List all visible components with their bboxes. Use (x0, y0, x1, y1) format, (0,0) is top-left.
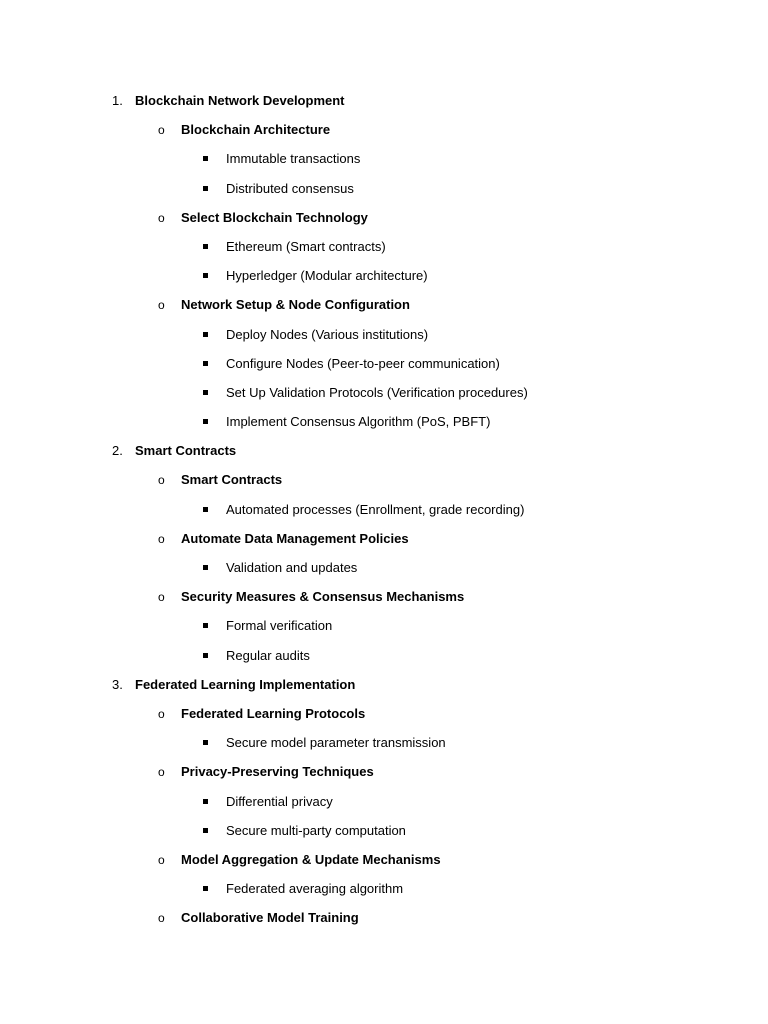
circle-bullet-icon: o (158, 911, 165, 926)
list-number: 3. (112, 676, 123, 692)
section-item (0, 91, 768, 120)
list-item-text: Secure model parameter transmission (226, 735, 446, 751)
square-bullet-icon (203, 799, 208, 804)
subsection-heading: Automate Data Management Policies (181, 530, 409, 546)
subsection-item (0, 470, 768, 499)
square-bullet-icon (203, 390, 208, 395)
subsection-heading: Blockchain Architecture (181, 122, 331, 138)
list-item-text: Implement Consensus Algorithm (PoS, PBFT) (226, 414, 491, 430)
list-item (0, 879, 768, 908)
list-item (0, 792, 768, 821)
list-item (0, 179, 768, 208)
subsection-heading: Security Measures & Consensus Mechanisms (181, 589, 465, 605)
list-item-text: Validation and updates (226, 560, 358, 575)
list-item-text: Formal verification (226, 618, 333, 634)
square-bullet-icon (203, 244, 208, 249)
section-item (0, 441, 768, 470)
section-heading: Smart Contracts (135, 443, 237, 459)
subsection-heading: Network Setup & Node Configuration (181, 297, 410, 313)
list-item (0, 616, 768, 645)
list-item-text: Federated averaging algorithm (226, 881, 404, 897)
section-heading: Federated Learning Implementation (135, 676, 356, 692)
outline-list (0, 91, 768, 937)
square-bullet-icon (203, 156, 208, 161)
circle-bullet-icon: o (158, 765, 165, 780)
list-item (0, 821, 768, 850)
circle-bullet-icon: o (158, 210, 165, 225)
section-item (0, 675, 768, 704)
list-item-text: Deploy Nodes (Various institutions) (226, 326, 429, 342)
subsection-heading: Federated Learning Protocols (181, 705, 366, 721)
subsection-item (0, 908, 768, 937)
subsection-heading: Privacy-Preserving Techniques (181, 764, 374, 780)
list-item-text: Secure multi-party computation (226, 822, 406, 838)
subsection-item (0, 762, 768, 791)
square-bullet-icon (203, 653, 208, 658)
list-item-text: Set Up Validation Protocols (Verification procedures) (226, 384, 528, 400)
square-bullet-icon (203, 886, 208, 891)
square-bullet-icon (203, 361, 208, 366)
list-item-text: Regular audits (226, 647, 310, 663)
list-item-text: Automated processes (Enrollment, grade recording) (226, 501, 525, 517)
square-bullet-icon (203, 565, 208, 570)
list-item (0, 646, 768, 675)
subsection-item (0, 529, 768, 558)
subsection-item (0, 704, 768, 733)
list-item (0, 325, 768, 354)
square-bullet-icon (203, 419, 208, 424)
circle-bullet-icon: o (158, 590, 165, 605)
subsection-heading: Smart Contracts (181, 472, 283, 488)
list-item-text: Distributed consensus (226, 180, 354, 196)
circle-bullet-icon: o (158, 473, 165, 488)
square-bullet-icon (203, 828, 208, 833)
subsection-item (0, 295, 768, 324)
square-bullet-icon (203, 507, 208, 512)
list-number: 2. (112, 443, 123, 459)
subsection-heading: Select Blockchain Technology (181, 209, 368, 225)
subsection-heading: Model Aggregation & Update Mechanisms (181, 851, 441, 867)
subsection-heading: Collaborative Model Training (181, 910, 359, 926)
circle-bullet-icon: o (158, 123, 165, 138)
list-item-text: Immutable transactions (226, 151, 361, 167)
square-bullet-icon (203, 186, 208, 191)
list-item (0, 412, 768, 441)
list-item (0, 237, 768, 266)
circle-bullet-icon: o (158, 531, 165, 546)
subsection-item (0, 208, 768, 237)
square-bullet-icon (203, 273, 208, 278)
circle-bullet-icon: o (158, 706, 165, 721)
list-item-text: Differential privacy (226, 793, 333, 809)
subsection-item (0, 850, 768, 879)
circle-bullet-icon: o (158, 852, 165, 867)
circle-bullet-icon: o (158, 298, 165, 313)
subsection-item (0, 120, 768, 149)
list-item-text: Ethereum (Smart contracts) (226, 238, 386, 254)
list-number: 1. (112, 93, 123, 108)
list-item (0, 266, 768, 295)
square-bullet-icon (203, 740, 208, 745)
list-item-text: Hyperledger (Modular architecture) (226, 268, 428, 284)
section-heading: Blockchain Network Development (135, 93, 345, 108)
square-bullet-icon (203, 332, 208, 337)
list-item (0, 383, 768, 412)
subsection-item (0, 587, 768, 616)
square-bullet-icon (203, 623, 208, 628)
list-item (0, 149, 768, 178)
list-item-text: Configure Nodes (Peer-to-peer communication) (226, 355, 500, 371)
list-item (0, 500, 768, 529)
list-item (0, 354, 768, 383)
list-item (0, 558, 768, 587)
list-item (0, 733, 768, 762)
